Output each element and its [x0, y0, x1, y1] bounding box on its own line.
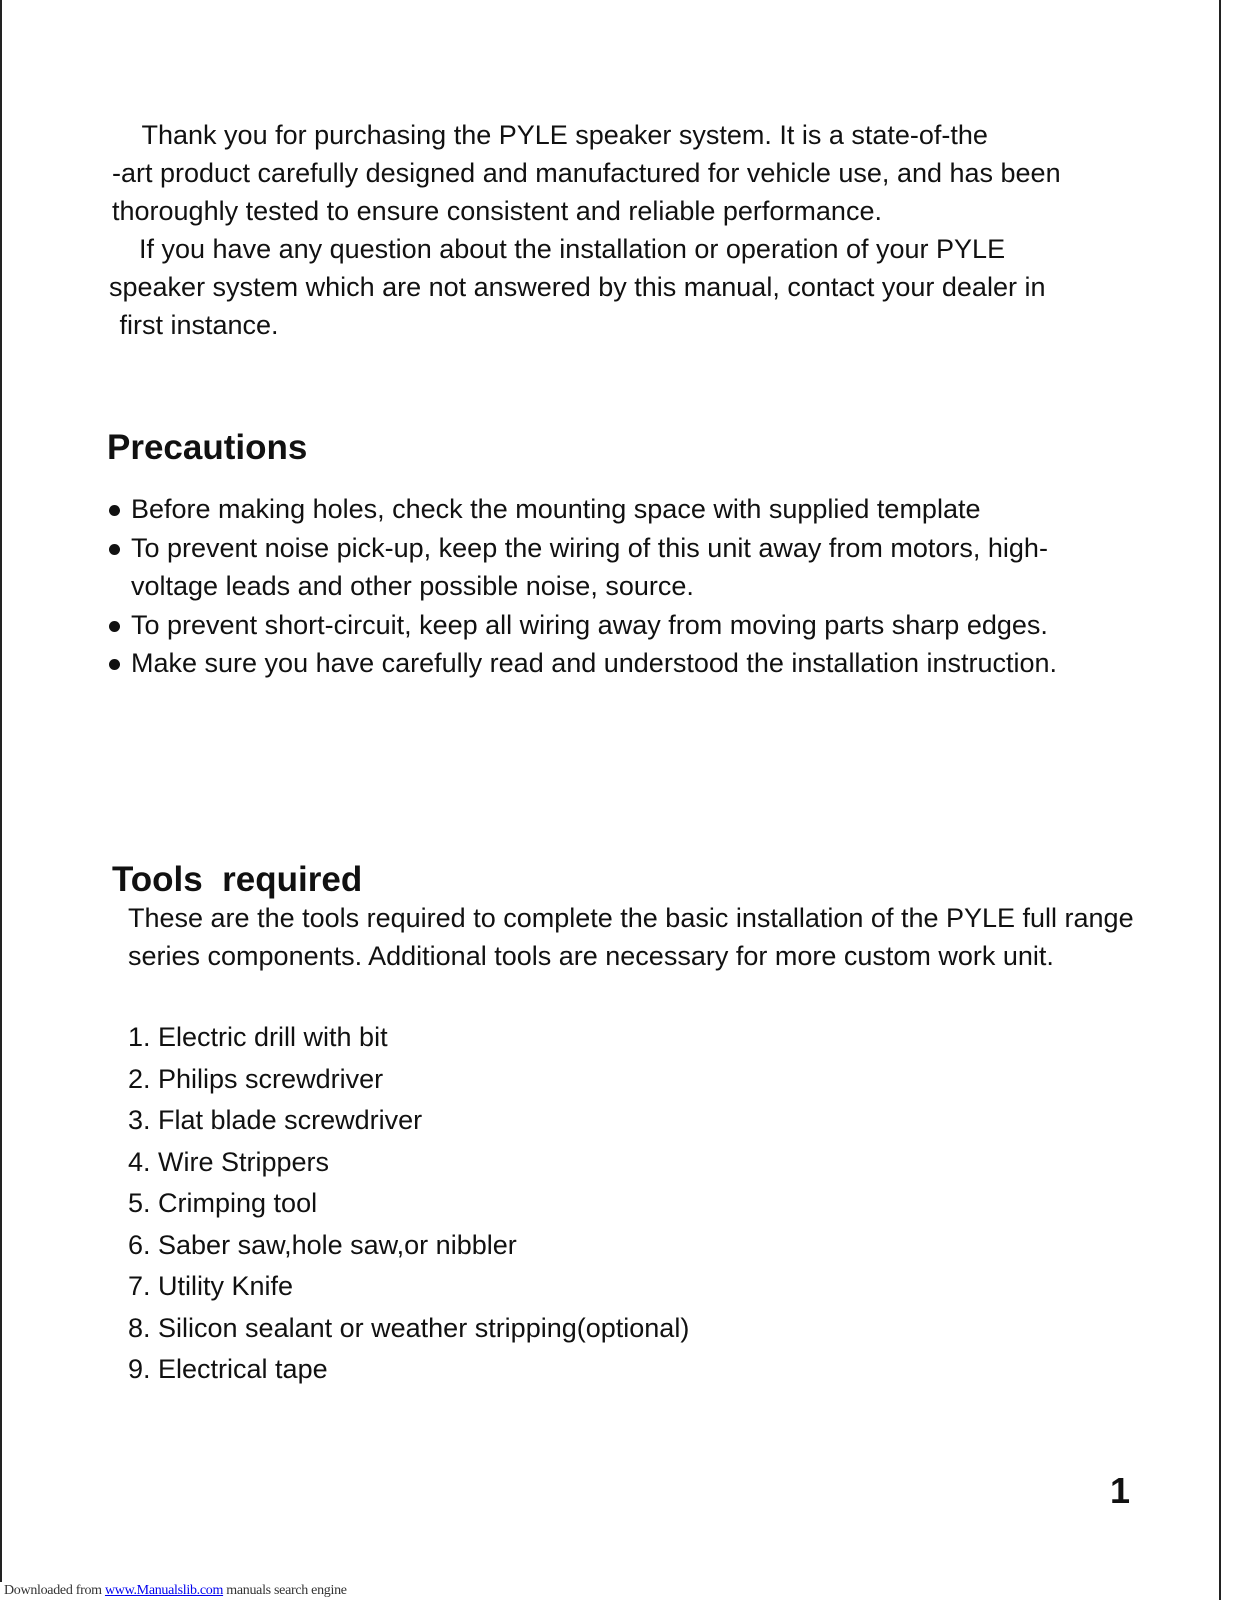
list-item: 3. Flat blade screwdriver: [128, 1105, 423, 1135]
tools-heading: Tools required: [112, 860, 363, 899]
precautions-heading: Precautions: [107, 428, 308, 467]
page-right-border: [1219, 0, 1221, 1600]
bullet-icon: [109, 505, 120, 516]
list-item: 5. Crimping tool: [128, 1188, 318, 1218]
bullet-icon: [109, 621, 120, 632]
list-item: 4. Wire Strippers: [128, 1146, 330, 1177]
precaution-text: To prevent short-circuit, keep all wiring away from moving parts sharp edges.: [131, 609, 1048, 640]
intro-line: If you have any question about the installation or operation of your PYLE: [109, 234, 1006, 264]
bullet-icon: [109, 544, 120, 555]
list-item: [107, 606, 1187, 645]
page-number: 1: [1110, 1470, 1131, 1511]
page-left-border: [0, 0, 2, 1582]
bullet-icon: [109, 659, 120, 670]
list-item: [107, 529, 1091, 606]
list-item: 1. Electric drill with bit: [128, 1022, 388, 1052]
intro-line: speaker system which are not answered by this manual, contact your dealer in: [109, 272, 1046, 302]
intro-line: Thank you for purchasing the PYLE speaker system. It is a state-of-the: [112, 120, 988, 150]
manualslib-link[interactable]: www.Manualslib.com: [104, 1583, 224, 1598]
list-item: 9. Electrical tape: [128, 1354, 328, 1384]
intro-line: thoroughly tested to ensure consistent and reliable performance.: [112, 196, 882, 226]
footer-prefix: Downloaded from: [4, 1583, 105, 1598]
list-item: 8. Silicon sealant or weather stripping(optional): [128, 1312, 690, 1343]
list-item: 7. Utility Knife: [128, 1271, 294, 1301]
precaution-text: Make sure you have carefully read and understood the installation instruction.: [131, 648, 1058, 678]
intro-line: -art product carefully designed and manufactured for vehicle use, and has been: [112, 158, 1061, 188]
download-footer: [4, 1583, 347, 1599]
list-item: [107, 644, 1187, 683]
tools-list: [128, 1017, 689, 1391]
precaution-text: To prevent noise pick-up, keep the wiring of this unit away from motors, high-voltage leads and other possible noise, source.: [131, 532, 1048, 601]
precaution-text: Before making holes, check the mounting space with supplied template: [131, 494, 981, 524]
list-item: 2. Philips screwdriver: [128, 1063, 384, 1094]
footer-suffix: manuals search engine: [223, 1583, 347, 1598]
list-item: [107, 490, 1187, 529]
tools-intro-paragraph: These are the tools required to complete the basic installation of the PYLE full range series components. Additional tools are necessary for more custom work unit.: [128, 903, 1134, 971]
intro-paragraph: [109, 116, 1172, 344]
precautions-list: [107, 490, 1187, 683]
list-item: 6. Saber saw,hole saw,or nibbler: [128, 1229, 517, 1260]
intro-line: first instance.: [112, 310, 279, 340]
